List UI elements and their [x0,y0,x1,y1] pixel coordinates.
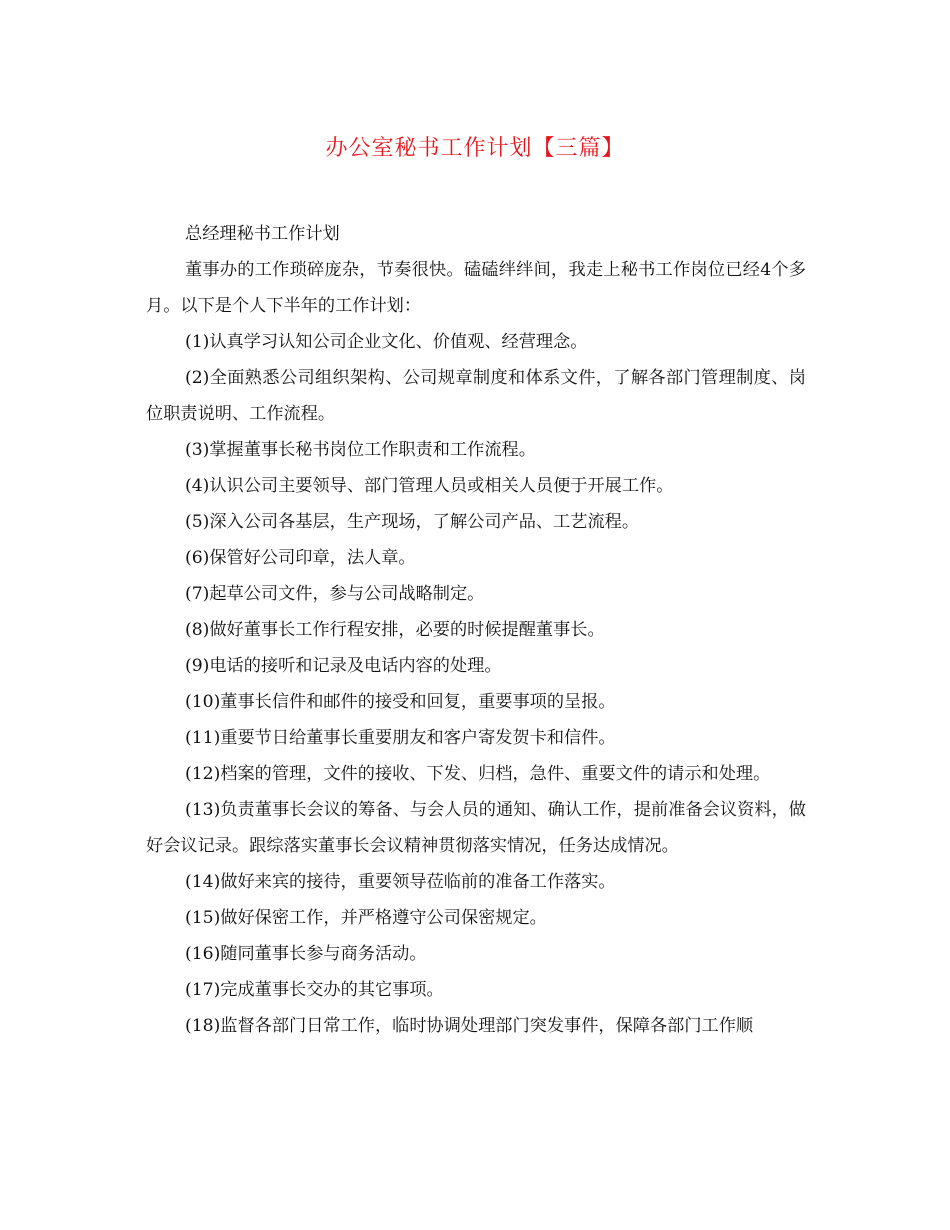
plan-item-18: (18)监督各部门日常工作，临时协调处理部门突发事件，保障各部门工作顺 [185,1016,754,1036]
plan-item-13: (13)负责董事长会议的筹备、与会人员的通知、确认工作，提前准备会议资料，做好会议记录。跟综落实董事长会议精神贯彻落实情况，任务达成情况。 [146,800,806,856]
plan-item-4: (4)认识公司主要领导、部门管理人员或相关人员便于开展工作。 [185,476,674,496]
plan-item-2: (2)全面熟悉公司组织架构、公司规章制度和体系文件，了解各部门管理制度、岗位职责说明、工作流程。 [146,368,806,424]
document-body [146,216,806,1044]
plan-item-7: (7)起草公司文件，参与公司战略制定。 [185,584,485,604]
plan-item-16: (16)随同董事长参与商务活动。 [185,944,427,964]
plan-item-17: (17)完成董事长交办的其它事项。 [185,980,444,1000]
intro-paragraph: 董事办的工作琐碎庞杂，节奏很快。磕磕绊绊间，我走上秘书工作岗位已经4个多月。以下是个人下半年的工作计划： [146,260,806,316]
plan-item-10: (10)董事长信件和邮件的接受和回复，重要事项的呈报。 [185,692,616,712]
plan-item-9: (9)电话的接听和记录及电话内容的处理。 [185,656,502,676]
page-title: 办公室秘书工作计划【三篇】 [325,136,625,161]
section-heading: 总经理秘书工作计划 [185,224,340,244]
plan-item-15: (15)做好保密工作，并严格遵守公司保密规定。 [185,908,547,928]
plan-item-5: (5)深入公司各基层，生产现场，了解公司产品、工艺流程。 [185,512,640,532]
plan-item-14: (14)做好来宾的接待，重要领导莅临前的准备工作落实。 [185,872,616,892]
plan-item-6: (6)保管好公司印章，法人章。 [185,548,416,568]
plan-item-11: (11)重要节日给董事长重要朋友和客户寄发贺卡和信件。 [185,728,616,748]
plan-item-8: (8)做好董事长工作行程安排，必要的时候提醒董事长。 [185,620,605,640]
plan-item-3: (3)掌握董事长秘书岗位工作职责和工作流程。 [185,440,536,460]
plan-item-1: (1)认真学习认知公司企业文化、价值观、经营理念。 [185,332,588,352]
plan-item-12: (12)档案的管理，文件的接收、下发、归档，急件、重要文件的请示和处理。 [185,764,771,784]
